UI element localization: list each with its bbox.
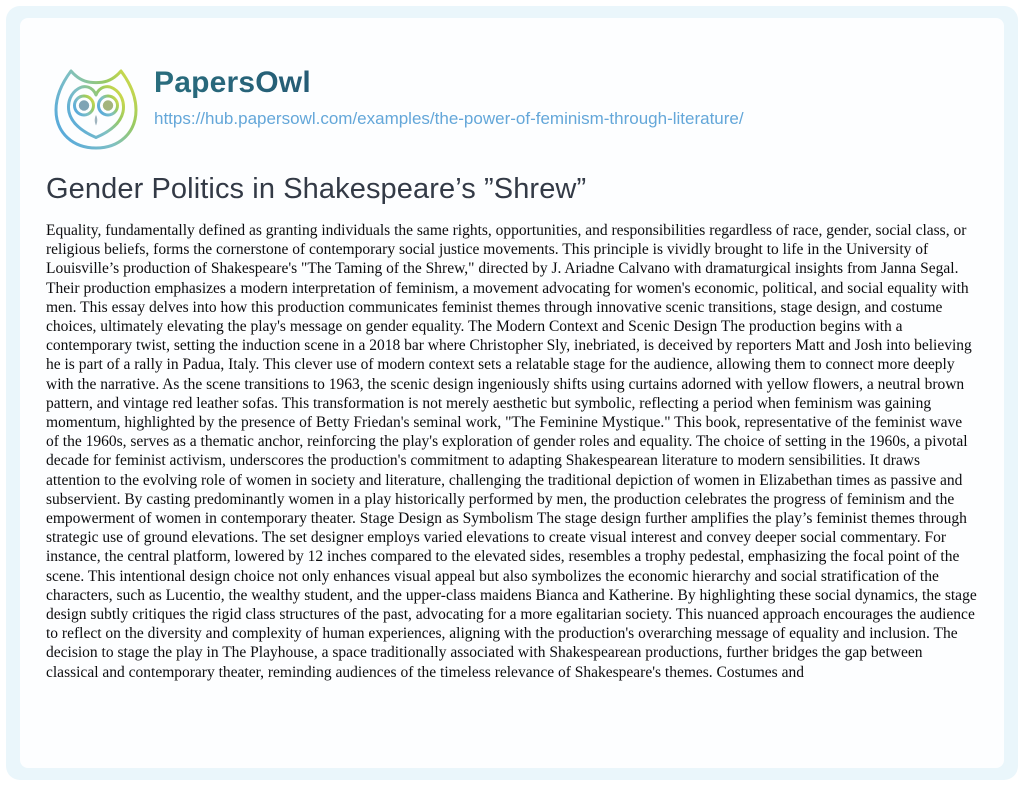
essay-title: Gender Politics in Shakespeare’s ”Shrew”: [46, 173, 587, 205]
papersowl-owl-icon: [46, 58, 146, 158]
header: [46, 58, 980, 158]
page-frame: [6, 6, 1018, 780]
source-url-link[interactable]: https://hub.papersowl.com/examples/the-power-of-feminism-through-literature/: [154, 109, 744, 128]
document-page: [20, 18, 1004, 768]
brand-name: PapersOwl: [154, 66, 744, 100]
header-text-block: [154, 58, 744, 129]
essay-body: Equality, fundamentally defined as granting individuals the same rights, opportunities, and responsibilities regardless of race, gender, social class, or religious beliefs, forms the cornerstone of contemporary social justice movements. This principle is vividly brought to life in the University of Louisville’s production of Shakespeare's "The Taming of the Shrew," directed by J. Ariadne Calvano with dramaturgical insights from Janna Segal. Their production emphasizes a modern interpretation of feminism, a movement advocating for women's economic, political, and social equality with men. This essay delves into how this production communicates feminist themes through innovative scenic transitions, stage design, and costume choices, ultimately elevating the play's message on gender equality. The Modern Context and Scenic Design The production begins with a contemporary twist, setting the induction scene in a 2018 bar where Christopher Sly, inebriated, is deceived by reporters Matt and Josh into believing he is part of a rally in Padua, Italy. This clever use of modern context sets a relatable stage for the audience, allowing them to connect more deeply with the narrative. As the scene transitions to 1963, the scenic design ingeniously shifts using curtains adorned with yellow flowers, a neutral brown pattern, and vintage red leather sofas. This transformation is not merely aesthetic but symbolic, reflecting a period when feminism was gaining momentum, highlighted by the presence of Betty Friedan's seminal work, "The Feminine Mystique." This book, representative of the feminist wave of the 1960s, serves as a thematic anchor, reinforcing the play's exploration of gender roles and equality. The choice of setting in the 1960s, a pivotal decade for feminist activism, underscores the production's commitment to adapting Shakespearean literature to modern sensibilities. It draws attention to the evolving role of women in society and literature, challenging the traditional depiction of women in Elizabethan times as passive and subservient. By casting predominantly women in a play historically performed by men, the production celebrates the progress of feminism and the empowerment of women in contemporary theater. Stage Design as Symbolism The stage design further amplifies the play’s feminist themes through strategic use of ground elevations. The set designer employs varied elevations to create visual interest and convey deeper social commentary. For instance, the central platform, lowered by 12 inches compared to the elevated sides, resembles a trophy pedestal, emphasizing the focal point of the scene. This intentional design choice not only enhances visual appeal but also symbolizes the economic hierarchy and social stratification of the characters, such as Lucentio, the wealthy student, and the upper-class maidens Bianca and Katherine. By highlighting these social dynamics, the stage design subtly critiques the rigid class structures of the past, advocating for a more egalitarian society. This nuanced approach encourages the audience to reflect on the diversity and complexity of human experiences, aligning with the production's overarching message of equality and inclusion. The decision to stage the play in The Playhouse, a space traditionally associated with Shakespearean productions, further bridges the gap between classical and contemporary theater, reminding audiences of the timeless relevance of Shakespeare's themes. Costumes and: [46, 222, 977, 681]
